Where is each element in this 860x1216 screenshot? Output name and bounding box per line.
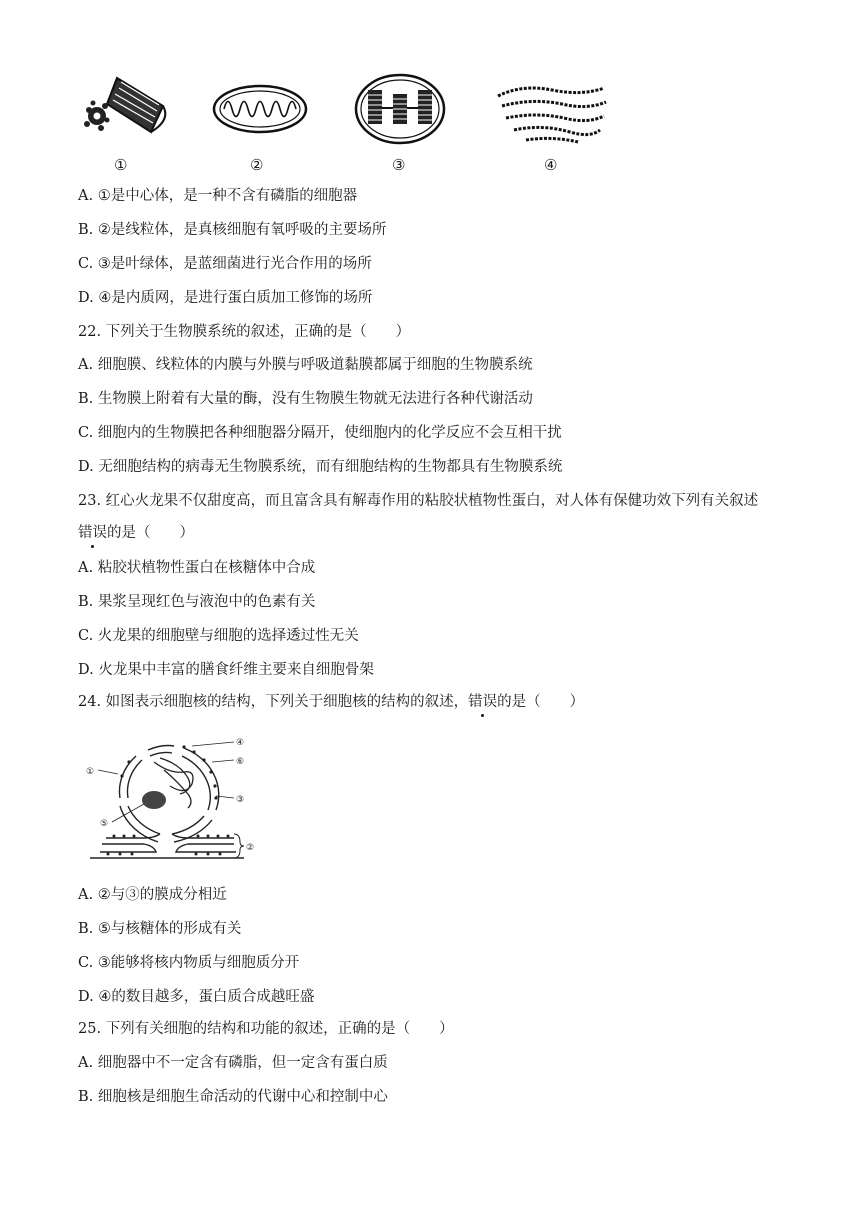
- q21-option-c: C. ③是叶绿体，是蓝细菌进行光合作用的场所: [78, 256, 372, 272]
- q25-stem: 25. 下列有关细胞的结构和功能的叙述，正确的是（ ）: [78, 1021, 454, 1037]
- nucleus-label-3: ③: [236, 795, 245, 805]
- q23-stem-line1: 23. 红心火龙果不仅甜度高，而且富含具有解毒作用的粘胶状植物性蛋白，对人体有保健功效下列有关叙述: [78, 493, 759, 509]
- q22-option-c: C. 细胞内的生物膜把各种细胞器分隔开，使细胞内的化学反应不会互相干扰: [78, 425, 562, 441]
- q22-option-d: D. 无细胞结构的病毒无生物膜系统，而有细胞结构的生物都具有生物膜系统: [78, 459, 563, 475]
- endoplasmic-reticulum-icon: [492, 78, 612, 148]
- q24-option-a: A. ②与③的膜成分相近: [78, 887, 227, 903]
- q25-option-a: A. 细胞器中不一定含有磷脂，但一定含有蛋白质: [78, 1055, 388, 1071]
- q24-option-b: B. ⑤与核糖体的形成有关: [78, 921, 242, 937]
- figure-label-1: ①: [114, 156, 128, 174]
- figure-label-3: ③: [392, 156, 406, 174]
- q23-emphasis: 错误: [78, 525, 107, 541]
- nucleus-label-6: ⑥: [236, 757, 245, 767]
- q23-option-a: A. 粘胶状植物性蛋白在核糖体中合成: [78, 560, 316, 576]
- q22-stem: 22. 下列关于生物膜系统的叙述，正确的是（ ）: [78, 324, 411, 340]
- mitochondrion-icon: [210, 82, 310, 137]
- q22-option-a: A. 细胞膜、线粒体的内膜与外膜与呼吸道黏膜都属于细胞的生物膜系统: [78, 357, 533, 373]
- q22-option-b: B. 生物膜上附着有大量的酶，没有生物膜生物就无法进行各种代谢活动: [78, 391, 533, 407]
- nucleus-diagram: [84, 734, 274, 864]
- q24-stem-tail: 的是（ ）: [497, 694, 585, 710]
- q24-stem-head: 24. 如图表示细胞核的结构，下列关于细胞核的结构的叙述，: [78, 694, 469, 710]
- q23-stem-tail: 的是（ ）: [107, 525, 194, 541]
- q24-option-c: C. ③能够将核内物质与细胞质分开: [78, 955, 300, 971]
- q21-option-b: B. ②是线粒体，是真核细胞有氧呼吸的主要场所: [78, 222, 387, 238]
- q21-option-a: A. ①是中心体，是一种不含有磷脂的细胞器: [78, 188, 358, 204]
- centriole-icon: [75, 70, 175, 145]
- organelle-figure: [70, 70, 630, 180]
- nucleus-label-2: ②: [246, 843, 255, 853]
- q25-option-b: B. 细胞核是细胞生命活动的代谢中心和控制中心: [78, 1089, 388, 1105]
- q23-option-d: D. 火龙果中丰富的膳食纤维主要来自细胞骨架: [78, 662, 374, 678]
- q23-option-c: C. 火龙果的细胞壁与细胞的选择透过性无关: [78, 628, 359, 644]
- nucleus-label-5: ⑤: [100, 819, 109, 829]
- q23-option-b: B. 果浆呈现红色与液泡中的色素有关: [78, 594, 316, 610]
- q23-stem-line2: [78, 523, 194, 543]
- chloroplast-icon: [352, 72, 448, 146]
- q24-stem: [78, 692, 584, 712]
- figure-label-2: ②: [250, 156, 264, 174]
- q21-option-d: D. ④是内质网，是进行蛋白质加工修饰的场所: [78, 290, 373, 306]
- q24-emphasis: 错误: [468, 694, 498, 710]
- nucleus-label-1: ①: [86, 767, 95, 777]
- q24-option-d: D. ④的数目越多，蛋白质合成越旺盛: [78, 989, 315, 1005]
- figure-label-4: ④: [544, 156, 558, 174]
- nucleus-label-4: ④: [236, 738, 245, 748]
